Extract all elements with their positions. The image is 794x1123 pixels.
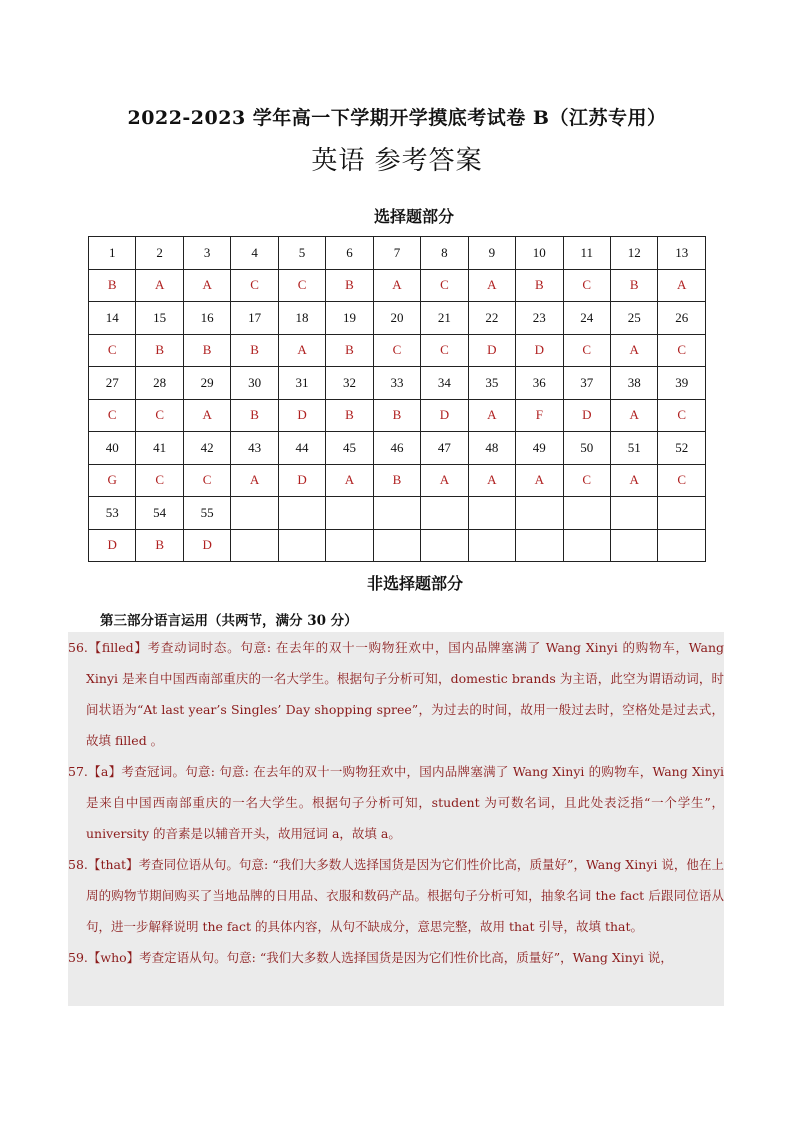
question-number-cell: 34 (421, 367, 468, 400)
answer-cell (516, 529, 563, 562)
answer-cell: A (136, 269, 183, 302)
answer-cell: A (516, 464, 563, 497)
answer-cell: D (278, 464, 325, 497)
answer-cell: C (89, 334, 136, 367)
answer-row (89, 334, 706, 367)
question-number-cell: 30 (231, 367, 278, 400)
answer-cell: B (373, 399, 420, 432)
question-number-cell: 38 (610, 367, 657, 400)
explanation-item: 58.【that】考查同位语从句。句意: “我们大多数人选择国货是因为它们性价比高，质量好”，Wang Xinyi 说，他在上周的购物节期间购买了当地品牌的日用品、衣服和数码产品。根据句子分析可知，抽象名词 the fact 后跟同位语从句，进一步解释说明 the fact 的具体内容，从句不缺成分，意思完整，故用 that 引导，故填 that。 (68, 857, 724, 934)
answer-cell: D (183, 529, 230, 562)
question-number-cell: 47 (421, 432, 468, 465)
question-number-cell (373, 497, 420, 530)
question-number-cell: 16 (183, 302, 230, 335)
answer-cell: A (278, 334, 325, 367)
answer-cell: B (516, 269, 563, 302)
question-number-cell: 2 (136, 237, 183, 270)
answer-cell: A (658, 269, 706, 302)
question-number-cell: 11 (563, 237, 610, 270)
answer-cell: C (658, 464, 706, 497)
question-number-cell: 22 (468, 302, 515, 335)
answer-cell (231, 529, 278, 562)
answer-cell: B (183, 334, 230, 367)
question-number-cell: 13 (658, 237, 706, 270)
answer-cell: C (563, 464, 610, 497)
question-number-cell: 28 (136, 367, 183, 400)
answer-cell: A (326, 464, 373, 497)
answer-cell: C (563, 334, 610, 367)
answer-cell: C (89, 399, 136, 432)
answer-cell: C (563, 269, 610, 302)
answer-cell: A (468, 399, 515, 432)
answer-cell (468, 529, 515, 562)
answer-cell: B (373, 464, 420, 497)
answer-row (89, 464, 706, 497)
question-number-cell (326, 497, 373, 530)
question-number-cell: 44 (278, 432, 325, 465)
answer-cell: A (231, 464, 278, 497)
question-number-cell: 42 (183, 432, 230, 465)
question-number-cell: 41 (136, 432, 183, 465)
question-number-cell (231, 497, 278, 530)
question-number-cell (421, 497, 468, 530)
explanation-item: 57.【a】考查冠词。句意: 句意: 在去年的双十一购物狂欢中，国内品牌塞满了 Wang Xinyi 的购物车，Wang Xinyi 是来自中国西南部重庆的一名大学生。根据句子分析可知，student 为可数名词，且此处表泛指“一个学生”，university 的音素是以辅音开头，故用冠词 a，故填 a。 (68, 764, 724, 841)
question-number-cell: 20 (373, 302, 420, 335)
question-number-cell: 14 (89, 302, 136, 335)
question-number-cell: 23 (516, 302, 563, 335)
answer-cell: C (373, 334, 420, 367)
question-number-cell: 45 (326, 432, 373, 465)
answer-cell (658, 529, 706, 562)
answer-cell: B (326, 334, 373, 367)
question-number-row (89, 367, 706, 400)
answer-cell: B (326, 269, 373, 302)
answer-cell: D (468, 334, 515, 367)
question-number-row (89, 497, 706, 530)
answer-cell: A (421, 464, 468, 497)
answer-cell: C (421, 269, 468, 302)
question-number-cell: 21 (421, 302, 468, 335)
question-number-row (89, 302, 706, 335)
document-subtitle: 英语 参考答案 (311, 146, 483, 176)
question-number-cell: 33 (373, 367, 420, 400)
document-title: 2022-2023 学年高一下学期开学摸底考试卷 B（江苏专用） (127, 107, 667, 129)
question-number-cell: 43 (231, 432, 278, 465)
answer-cell: C (658, 399, 706, 432)
question-number-cell: 17 (231, 302, 278, 335)
answer-cell: D (89, 529, 136, 562)
answer-table (88, 236, 706, 562)
question-number-cell (516, 497, 563, 530)
question-number-cell: 1 (89, 237, 136, 270)
answer-cell: B (610, 269, 657, 302)
question-number-row (89, 432, 706, 465)
question-number-cell: 32 (326, 367, 373, 400)
question-number-cell: 48 (468, 432, 515, 465)
answer-cell: D (421, 399, 468, 432)
answer-cell: D (563, 399, 610, 432)
question-number-cell: 36 (516, 367, 563, 400)
answer-cell (563, 529, 610, 562)
part3-heading: 第三部分语言运用（共两节，满分 30 分） (100, 613, 358, 629)
answer-cell: G (89, 464, 136, 497)
answer-row (89, 529, 706, 562)
question-number-cell: 25 (610, 302, 657, 335)
explanation-block (68, 632, 724, 1006)
answer-cell: C (136, 464, 183, 497)
question-number-cell: 15 (136, 302, 183, 335)
question-number-cell: 27 (89, 367, 136, 400)
answer-cell: C (278, 269, 325, 302)
question-number-cell: 39 (658, 367, 706, 400)
answer-cell: C (231, 269, 278, 302)
answer-cell: A (610, 334, 657, 367)
question-number-cell: 12 (610, 237, 657, 270)
answer-cell: C (421, 334, 468, 367)
question-number-cell: 26 (658, 302, 706, 335)
question-number-cell: 40 (89, 432, 136, 465)
question-number-cell (278, 497, 325, 530)
question-number-cell: 6 (326, 237, 373, 270)
answer-cell (421, 529, 468, 562)
answer-row (89, 269, 706, 302)
answer-cell: B (136, 334, 183, 367)
question-number-cell: 7 (373, 237, 420, 270)
question-number-cell: 5 (278, 237, 325, 270)
answer-cell: B (89, 269, 136, 302)
answer-cell: A (183, 399, 230, 432)
question-number-cell: 52 (658, 432, 706, 465)
question-number-cell: 55 (183, 497, 230, 530)
question-number-cell: 8 (421, 237, 468, 270)
answer-cell: A (468, 464, 515, 497)
answer-cell: C (136, 399, 183, 432)
question-number-cell (468, 497, 515, 530)
section-nonchoice-heading: 非选择题部分 (366, 574, 463, 593)
question-number-cell: 46 (373, 432, 420, 465)
question-number-cell: 24 (563, 302, 610, 335)
question-number-cell: 29 (183, 367, 230, 400)
answer-row (89, 399, 706, 432)
question-number-cell: 51 (610, 432, 657, 465)
answer-cell: D (278, 399, 325, 432)
answer-cell: A (610, 399, 657, 432)
answer-cell (373, 529, 420, 562)
answer-cell (326, 529, 373, 562)
question-number-cell (563, 497, 610, 530)
answer-cell: B (326, 399, 373, 432)
question-number-cell: 18 (278, 302, 325, 335)
answer-cell: B (231, 334, 278, 367)
question-number-row (89, 237, 706, 270)
answer-cell: C (658, 334, 706, 367)
answer-cell: B (136, 529, 183, 562)
question-number-cell: 3 (183, 237, 230, 270)
answer-cell: C (183, 464, 230, 497)
answer-cell: A (468, 269, 515, 302)
question-number-cell: 9 (468, 237, 515, 270)
answer-cell: A (610, 464, 657, 497)
explanation-item: 56.【filled】考查动词时态。句意: 在去年的双十一购物狂欢中，国内品牌塞满了 Wang Xinyi 的购物车，Wang Xinyi 是来自中国西南部重庆的一名大学生。根据句子分析可知，domestic brands 为主语，此空为谓语动词，时间状语为“At last year’s Singles’ Day shopping spree”，为过去的时间，故用一般过去时，空格处是过去式，故填 filled 。 (68, 640, 724, 748)
answer-cell (278, 529, 325, 562)
answer-cell: A (373, 269, 420, 302)
question-number-cell: 19 (326, 302, 373, 335)
question-number-cell (658, 497, 706, 530)
explanation-item: 59.【who】考查定语从句。句意: “我们大多数人选择国货是因为它们性价比高，质量好”，Wang Xinyi 说， (68, 950, 673, 965)
question-number-cell: 4 (231, 237, 278, 270)
answer-cell (610, 529, 657, 562)
question-number-cell: 53 (89, 497, 136, 530)
question-number-cell (610, 497, 657, 530)
section-choice-heading: 选择题部分 (373, 207, 454, 226)
answer-cell: D (516, 334, 563, 367)
question-number-cell: 37 (563, 367, 610, 400)
question-number-cell: 10 (516, 237, 563, 270)
question-number-cell: 31 (278, 367, 325, 400)
question-number-cell: 54 (136, 497, 183, 530)
question-number-cell: 49 (516, 432, 563, 465)
question-number-cell: 50 (563, 432, 610, 465)
answer-cell: F (516, 399, 563, 432)
question-number-cell: 35 (468, 367, 515, 400)
answer-cell: B (231, 399, 278, 432)
answer-cell: A (183, 269, 230, 302)
